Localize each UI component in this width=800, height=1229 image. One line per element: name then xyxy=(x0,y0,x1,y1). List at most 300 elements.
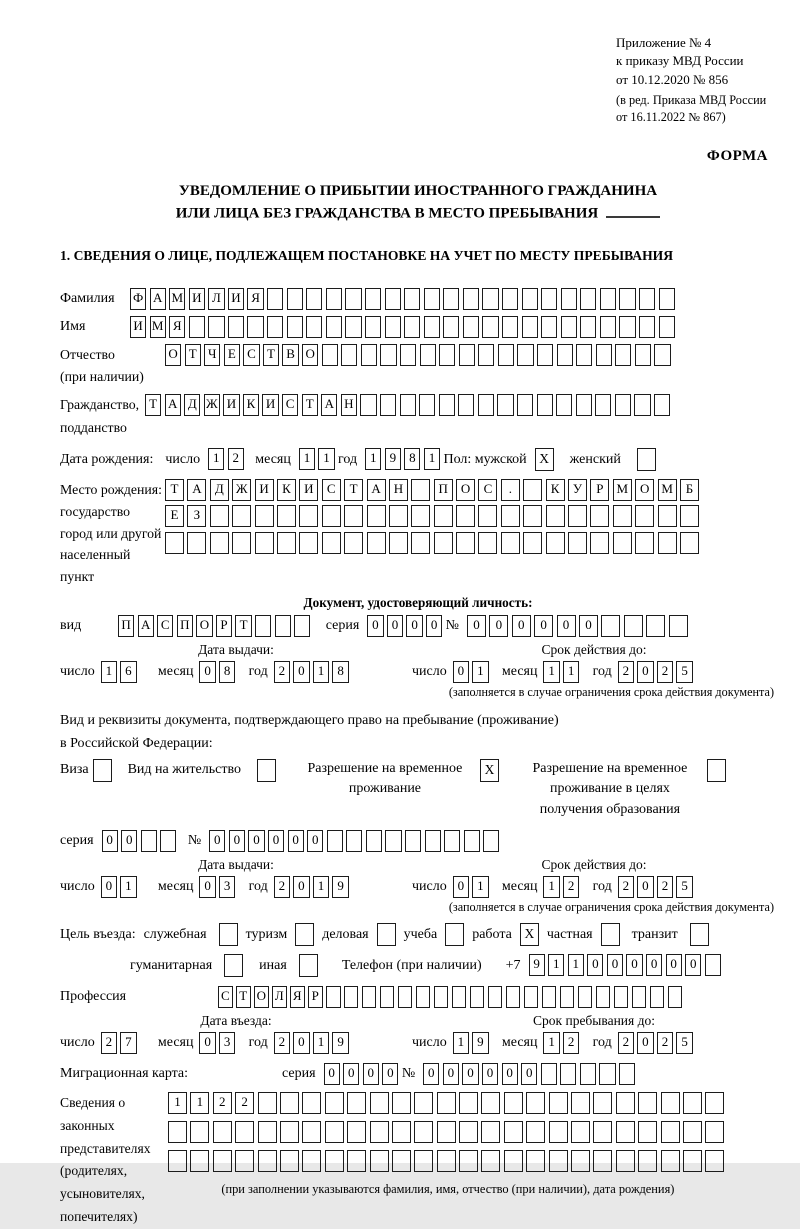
char-cell[interactable] xyxy=(345,316,361,338)
char-cell[interactable] xyxy=(560,1063,576,1085)
char-cell[interactable] xyxy=(705,1092,724,1114)
char-cell[interactable]: М xyxy=(613,479,632,501)
temp-residence-checkbox[interactable]: X xyxy=(480,759,499,782)
char-cell[interactable]: Т xyxy=(344,479,363,501)
char-cell[interactable]: 0 xyxy=(587,954,603,976)
char-cell[interactable]: Д xyxy=(210,479,229,501)
char-cell[interactable]: К xyxy=(546,479,565,501)
char-cell[interactable]: 7 xyxy=(120,1032,136,1054)
char-cell[interactable]: 9 xyxy=(332,1032,348,1054)
char-cell[interactable] xyxy=(599,1063,615,1085)
char-cell[interactable] xyxy=(616,1092,635,1114)
char-cell[interactable] xyxy=(549,1092,568,1114)
char-cell[interactable] xyxy=(549,1121,568,1143)
char-cell[interactable] xyxy=(190,1150,209,1172)
char-cell[interactable] xyxy=(405,830,421,852)
char-cell[interactable]: 3 xyxy=(219,876,235,898)
char-cell[interactable]: 0 xyxy=(426,615,442,637)
char-cell[interactable] xyxy=(287,316,303,338)
char-cell[interactable] xyxy=(168,1150,187,1172)
char-cell[interactable]: С xyxy=(218,986,233,1008)
char-cell[interactable]: 2 xyxy=(563,1032,579,1054)
char-cell[interactable]: 0 xyxy=(293,876,309,898)
char-cell[interactable]: 0 xyxy=(637,876,653,898)
char-cell[interactable] xyxy=(560,986,575,1008)
char-cell[interactable]: 0 xyxy=(367,615,383,637)
char-cell[interactable]: 2 xyxy=(101,1032,117,1054)
char-cell[interactable] xyxy=(615,344,631,366)
char-cell[interactable] xyxy=(580,316,596,338)
char-cell[interactable] xyxy=(571,1121,590,1143)
char-cell[interactable] xyxy=(459,1150,478,1172)
char-cell[interactable]: Р xyxy=(216,615,232,637)
char-cell[interactable] xyxy=(596,986,611,1008)
stay-year-cells[interactable] xyxy=(618,1032,696,1054)
birthdate-year-cells[interactable] xyxy=(365,448,443,470)
char-cell[interactable] xyxy=(458,394,474,416)
char-cell[interactable] xyxy=(380,394,396,416)
char-cell[interactable] xyxy=(541,316,557,338)
char-cell[interactable] xyxy=(658,505,677,527)
char-cell[interactable] xyxy=(367,505,386,527)
char-cell[interactable] xyxy=(267,288,283,310)
char-cell[interactable] xyxy=(478,505,497,527)
char-cell[interactable] xyxy=(646,615,665,637)
char-cell[interactable] xyxy=(705,1121,724,1143)
char-cell[interactable] xyxy=(325,1092,344,1114)
char-cell[interactable] xyxy=(444,830,460,852)
char-cell[interactable] xyxy=(366,830,382,852)
purpose-transit-checkbox[interactable] xyxy=(690,923,709,946)
char-cell[interactable]: 0 xyxy=(557,615,576,637)
char-cell[interactable]: 0 xyxy=(607,954,623,976)
char-cell[interactable] xyxy=(347,1121,366,1143)
char-cell[interactable] xyxy=(600,288,616,310)
char-cell[interactable] xyxy=(619,1063,635,1085)
char-cell[interactable] xyxy=(404,288,420,310)
char-cell[interactable]: О xyxy=(302,344,318,366)
char-cell[interactable] xyxy=(522,288,538,310)
char-cell[interactable] xyxy=(322,505,341,527)
char-cell[interactable] xyxy=(568,532,587,554)
char-cell[interactable]: 0 xyxy=(307,830,323,852)
doc-series-cells[interactable] xyxy=(367,615,445,637)
char-cell[interactable] xyxy=(683,1121,702,1143)
temp-residence-edu-checkbox[interactable] xyxy=(707,759,726,782)
stay-day-cells[interactable] xyxy=(453,1032,492,1054)
char-cell[interactable]: 2 xyxy=(657,661,673,683)
char-cell[interactable] xyxy=(416,986,431,1008)
char-cell[interactable] xyxy=(658,532,677,554)
char-cell[interactable]: 1 xyxy=(453,1032,469,1054)
char-cell[interactable]: Я xyxy=(169,316,185,338)
char-cell[interactable] xyxy=(478,344,494,366)
char-cell[interactable] xyxy=(322,532,341,554)
citizenship-cells[interactable] xyxy=(145,394,674,416)
char-cell[interactable] xyxy=(638,1121,657,1143)
char-cell[interactable]: 2 xyxy=(274,661,290,683)
purpose-business-checkbox[interactable] xyxy=(219,923,238,946)
char-cell[interactable]: И xyxy=(255,479,274,501)
residence-series-cells[interactable] xyxy=(102,830,180,852)
char-cell[interactable] xyxy=(341,344,357,366)
char-cell[interactable] xyxy=(616,1121,635,1143)
char-cell[interactable]: 0 xyxy=(521,1063,537,1085)
representatives-cells-row2[interactable] xyxy=(168,1121,728,1143)
char-cell[interactable]: 1 xyxy=(120,876,136,898)
purpose-private-checkbox[interactable] xyxy=(601,923,620,946)
char-cell[interactable] xyxy=(210,505,229,527)
residence-permit-checkbox[interactable] xyxy=(257,759,276,782)
char-cell[interactable]: Т xyxy=(145,394,161,416)
char-cell[interactable] xyxy=(541,1063,557,1085)
residence-issue-year-cells[interactable] xyxy=(274,876,352,898)
char-cell[interactable]: Т xyxy=(185,344,201,366)
char-cell[interactable] xyxy=(247,316,263,338)
char-cell[interactable] xyxy=(258,1092,277,1114)
identity-issue-year-cells[interactable] xyxy=(274,661,352,683)
char-cell[interactable]: 0 xyxy=(453,876,469,898)
char-cell[interactable] xyxy=(497,394,513,416)
char-cell[interactable]: 0 xyxy=(482,1063,498,1085)
char-cell[interactable]: 8 xyxy=(332,661,348,683)
char-cell[interactable]: Я xyxy=(247,288,263,310)
entry-year-cells[interactable] xyxy=(274,1032,352,1054)
char-cell[interactable] xyxy=(506,986,521,1008)
char-cell[interactable] xyxy=(668,986,683,1008)
residence-number-cells[interactable] xyxy=(209,830,503,852)
char-cell[interactable] xyxy=(483,830,499,852)
char-cell[interactable] xyxy=(593,1092,612,1114)
char-cell[interactable] xyxy=(478,532,497,554)
char-cell[interactable]: 5 xyxy=(676,661,692,683)
char-cell[interactable] xyxy=(411,505,430,527)
char-cell[interactable] xyxy=(439,344,455,366)
char-cell[interactable] xyxy=(590,505,609,527)
char-cell[interactable] xyxy=(593,1150,612,1172)
char-cell[interactable] xyxy=(634,394,650,416)
char-cell[interactable]: 9 xyxy=(529,954,545,976)
char-cell[interactable]: Л xyxy=(208,288,224,310)
surname-cells[interactable] xyxy=(130,288,678,310)
char-cell[interactable]: И xyxy=(299,479,318,501)
char-cell[interactable] xyxy=(400,344,416,366)
char-cell[interactable]: И xyxy=(130,316,146,338)
char-cell[interactable] xyxy=(615,394,631,416)
char-cell[interactable] xyxy=(488,986,503,1008)
char-cell[interactable] xyxy=(380,986,395,1008)
char-cell[interactable]: 9 xyxy=(332,876,348,898)
char-cell[interactable] xyxy=(616,1150,635,1172)
char-cell[interactable]: Т xyxy=(165,479,184,501)
char-cell[interactable]: 2 xyxy=(563,876,579,898)
char-cell[interactable] xyxy=(190,1121,209,1143)
char-cell[interactable] xyxy=(392,1092,411,1114)
char-cell[interactable] xyxy=(326,288,342,310)
char-cell[interactable] xyxy=(659,288,675,310)
char-cell[interactable] xyxy=(327,830,343,852)
char-cell[interactable] xyxy=(346,830,362,852)
char-cell[interactable] xyxy=(160,830,176,852)
char-cell[interactable] xyxy=(306,316,322,338)
char-cell[interactable] xyxy=(541,288,557,310)
char-cell[interactable]: 2 xyxy=(657,1032,673,1054)
char-cell[interactable] xyxy=(443,288,459,310)
char-cell[interactable] xyxy=(392,1121,411,1143)
char-cell[interactable]: И xyxy=(189,288,205,310)
char-cell[interactable] xyxy=(347,1092,366,1114)
char-cell[interactable]: 0 xyxy=(579,615,598,637)
char-cell[interactable]: 1 xyxy=(313,661,329,683)
char-cell[interactable]: 1 xyxy=(101,661,117,683)
char-cell[interactable] xyxy=(277,505,296,527)
char-cell[interactable] xyxy=(481,1150,500,1172)
char-cell[interactable] xyxy=(187,532,206,554)
char-cell[interactable] xyxy=(141,830,157,852)
char-cell[interactable]: Ф xyxy=(130,288,146,310)
birthplace-cells-row3[interactable] xyxy=(165,532,702,554)
char-cell[interactable] xyxy=(385,316,401,338)
char-cell[interactable] xyxy=(437,1092,456,1114)
char-cell[interactable] xyxy=(424,288,440,310)
char-cell[interactable] xyxy=(420,344,436,366)
char-cell[interactable]: 0 xyxy=(637,1032,653,1054)
char-cell[interactable] xyxy=(434,505,453,527)
char-cell[interactable] xyxy=(302,1092,321,1114)
char-cell[interactable] xyxy=(439,394,455,416)
char-cell[interactable] xyxy=(370,1150,389,1172)
char-cell[interactable] xyxy=(654,394,670,416)
char-cell[interactable] xyxy=(576,394,592,416)
char-cell[interactable] xyxy=(619,316,635,338)
char-cell[interactable] xyxy=(556,394,572,416)
char-cell[interactable]: П xyxy=(118,615,134,637)
char-cell[interactable]: 1 xyxy=(472,876,488,898)
char-cell[interactable] xyxy=(561,288,577,310)
char-cell[interactable] xyxy=(235,1150,254,1172)
char-cell[interactable] xyxy=(370,1092,389,1114)
char-cell[interactable]: 0 xyxy=(534,615,553,637)
char-cell[interactable] xyxy=(275,615,291,637)
char-cell[interactable]: 2 xyxy=(618,876,634,898)
representatives-cells-row1[interactable] xyxy=(168,1092,728,1114)
char-cell[interactable]: 1 xyxy=(313,876,329,898)
char-cell[interactable] xyxy=(392,1150,411,1172)
char-cell[interactable] xyxy=(411,479,430,501)
char-cell[interactable]: 1 xyxy=(190,1092,209,1114)
char-cell[interactable]: 0 xyxy=(685,954,701,976)
char-cell[interactable] xyxy=(501,505,520,527)
char-cell[interactable]: Ч xyxy=(204,344,220,366)
char-cell[interactable] xyxy=(232,505,251,527)
char-cell[interactable] xyxy=(398,986,413,1008)
char-cell[interactable]: 2 xyxy=(213,1092,232,1114)
char-cell[interactable]: А xyxy=(367,479,386,501)
char-cell[interactable] xyxy=(362,986,377,1008)
char-cell[interactable] xyxy=(561,316,577,338)
char-cell[interactable] xyxy=(452,986,467,1008)
identity-valid-year-cells[interactable] xyxy=(618,661,696,683)
char-cell[interactable] xyxy=(571,1092,590,1114)
char-cell[interactable] xyxy=(400,394,416,416)
char-cell[interactable]: И xyxy=(228,288,244,310)
char-cell[interactable] xyxy=(635,505,654,527)
purpose-tourism-checkbox[interactable] xyxy=(295,923,314,946)
char-cell[interactable]: 1 xyxy=(318,448,334,470)
char-cell[interactable] xyxy=(385,288,401,310)
char-cell[interactable] xyxy=(504,1121,523,1143)
char-cell[interactable] xyxy=(322,344,338,366)
doc-kind-cells[interactable] xyxy=(118,615,314,637)
char-cell[interactable]: 0 xyxy=(209,830,225,852)
char-cell[interactable] xyxy=(299,532,318,554)
identity-valid-day-cells[interactable] xyxy=(453,661,492,683)
char-cell[interactable]: О xyxy=(254,986,269,1008)
char-cell[interactable]: Е xyxy=(165,505,184,527)
char-cell[interactable]: 0 xyxy=(248,830,264,852)
char-cell[interactable]: Т xyxy=(263,344,279,366)
char-cell[interactable] xyxy=(463,316,479,338)
char-cell[interactable]: У xyxy=(568,479,587,501)
migration-number-cells[interactable] xyxy=(423,1063,638,1085)
char-cell[interactable] xyxy=(280,1150,299,1172)
char-cell[interactable] xyxy=(404,316,420,338)
char-cell[interactable] xyxy=(437,1121,456,1143)
char-cell[interactable] xyxy=(557,344,573,366)
char-cell[interactable]: 0 xyxy=(382,1063,398,1085)
char-cell[interactable] xyxy=(365,316,381,338)
char-cell[interactable] xyxy=(210,532,229,554)
char-cell[interactable]: Ж xyxy=(204,394,220,416)
char-cell[interactable]: Б xyxy=(680,479,699,501)
patronymic-cells[interactable] xyxy=(165,344,674,366)
char-cell[interactable]: И xyxy=(262,394,278,416)
char-cell[interactable] xyxy=(504,1150,523,1172)
char-cell[interactable] xyxy=(624,615,643,637)
char-cell[interactable]: 1 xyxy=(313,1032,329,1054)
char-cell[interactable]: 1 xyxy=(563,661,579,683)
char-cell[interactable] xyxy=(258,1121,277,1143)
char-cell[interactable] xyxy=(411,532,430,554)
char-cell[interactable]: 0 xyxy=(462,1063,478,1085)
char-cell[interactable] xyxy=(600,316,616,338)
char-cell[interactable]: 0 xyxy=(387,615,403,637)
char-cell[interactable] xyxy=(325,1121,344,1143)
char-cell[interactable]: 0 xyxy=(121,830,137,852)
char-cell[interactable]: М xyxy=(150,316,166,338)
char-cell[interactable] xyxy=(437,1150,456,1172)
char-cell[interactable] xyxy=(326,316,342,338)
char-cell[interactable] xyxy=(639,288,655,310)
char-cell[interactable]: 0 xyxy=(268,830,284,852)
char-cell[interactable] xyxy=(370,1121,389,1143)
char-cell[interactable] xyxy=(502,288,518,310)
char-cell[interactable]: 0 xyxy=(502,1063,518,1085)
char-cell[interactable] xyxy=(294,615,310,637)
char-cell[interactable] xyxy=(523,505,542,527)
char-cell[interactable] xyxy=(650,986,665,1008)
char-cell[interactable] xyxy=(669,615,688,637)
identity-valid-month-cells[interactable] xyxy=(543,661,582,683)
char-cell[interactable] xyxy=(232,532,251,554)
char-cell[interactable]: Д xyxy=(184,394,200,416)
char-cell[interactable] xyxy=(456,532,475,554)
char-cell[interactable] xyxy=(344,532,363,554)
char-cell[interactable] xyxy=(361,344,377,366)
residence-issue-day-cells[interactable] xyxy=(101,876,140,898)
phone-cells[interactable] xyxy=(529,954,725,976)
char-cell[interactable] xyxy=(593,1121,612,1143)
char-cell[interactable]: С xyxy=(322,479,341,501)
visa-checkbox[interactable] xyxy=(93,759,112,782)
char-cell[interactable]: Т xyxy=(302,394,318,416)
residence-valid-month-cells[interactable] xyxy=(543,876,582,898)
char-cell[interactable]: А xyxy=(150,288,166,310)
char-cell[interactable]: 0 xyxy=(423,1063,439,1085)
char-cell[interactable] xyxy=(228,316,244,338)
char-cell[interactable]: 0 xyxy=(199,876,215,898)
char-cell[interactable] xyxy=(380,344,396,366)
char-cell[interactable] xyxy=(481,1092,500,1114)
char-cell[interactable]: 1 xyxy=(299,448,315,470)
char-cell[interactable] xyxy=(414,1121,433,1143)
char-cell[interactable] xyxy=(443,316,459,338)
char-cell[interactable]: 0 xyxy=(489,615,508,637)
sex-female-checkbox[interactable] xyxy=(637,448,656,471)
doc-number-cells[interactable] xyxy=(467,615,691,637)
char-cell[interactable]: 8 xyxy=(404,448,420,470)
char-cell[interactable]: 5 xyxy=(676,1032,692,1054)
char-cell[interactable] xyxy=(434,532,453,554)
char-cell[interactable]: 0 xyxy=(324,1063,340,1085)
char-cell[interactable] xyxy=(601,615,620,637)
char-cell[interactable] xyxy=(613,532,632,554)
purpose-study-checkbox[interactable] xyxy=(445,923,464,946)
char-cell[interactable] xyxy=(526,1150,545,1172)
char-cell[interactable]: 0 xyxy=(293,1032,309,1054)
char-cell[interactable] xyxy=(504,1092,523,1114)
purpose-work-checkbox[interactable]: X xyxy=(520,923,539,946)
char-cell[interactable]: 1 xyxy=(168,1092,187,1114)
residence-valid-day-cells[interactable] xyxy=(453,876,492,898)
char-cell[interactable] xyxy=(302,1121,321,1143)
char-cell[interactable] xyxy=(235,1121,254,1143)
char-cell[interactable]: 1 xyxy=(568,954,584,976)
char-cell[interactable] xyxy=(168,1121,187,1143)
char-cell[interactable] xyxy=(635,344,651,366)
char-cell[interactable] xyxy=(459,344,475,366)
char-cell[interactable]: 0 xyxy=(453,661,469,683)
char-cell[interactable] xyxy=(680,505,699,527)
char-cell[interactable] xyxy=(705,954,721,976)
purpose-other-checkbox[interactable] xyxy=(299,954,318,977)
char-cell[interactable] xyxy=(590,532,609,554)
char-cell[interactable]: С xyxy=(243,344,259,366)
char-cell[interactable]: 1 xyxy=(543,1032,559,1054)
entry-day-cells[interactable] xyxy=(101,1032,140,1054)
char-cell[interactable] xyxy=(522,316,538,338)
char-cell[interactable] xyxy=(213,1150,232,1172)
char-cell[interactable] xyxy=(419,394,435,416)
char-cell[interactable]: 0 xyxy=(229,830,245,852)
char-cell[interactable] xyxy=(661,1150,680,1172)
char-cell[interactable] xyxy=(580,288,596,310)
char-cell[interactable]: 0 xyxy=(199,661,215,683)
residence-issue-month-cells[interactable] xyxy=(199,876,238,898)
char-cell[interactable] xyxy=(344,505,363,527)
char-cell[interactable] xyxy=(267,316,283,338)
char-cell[interactable]: Я xyxy=(290,986,305,1008)
